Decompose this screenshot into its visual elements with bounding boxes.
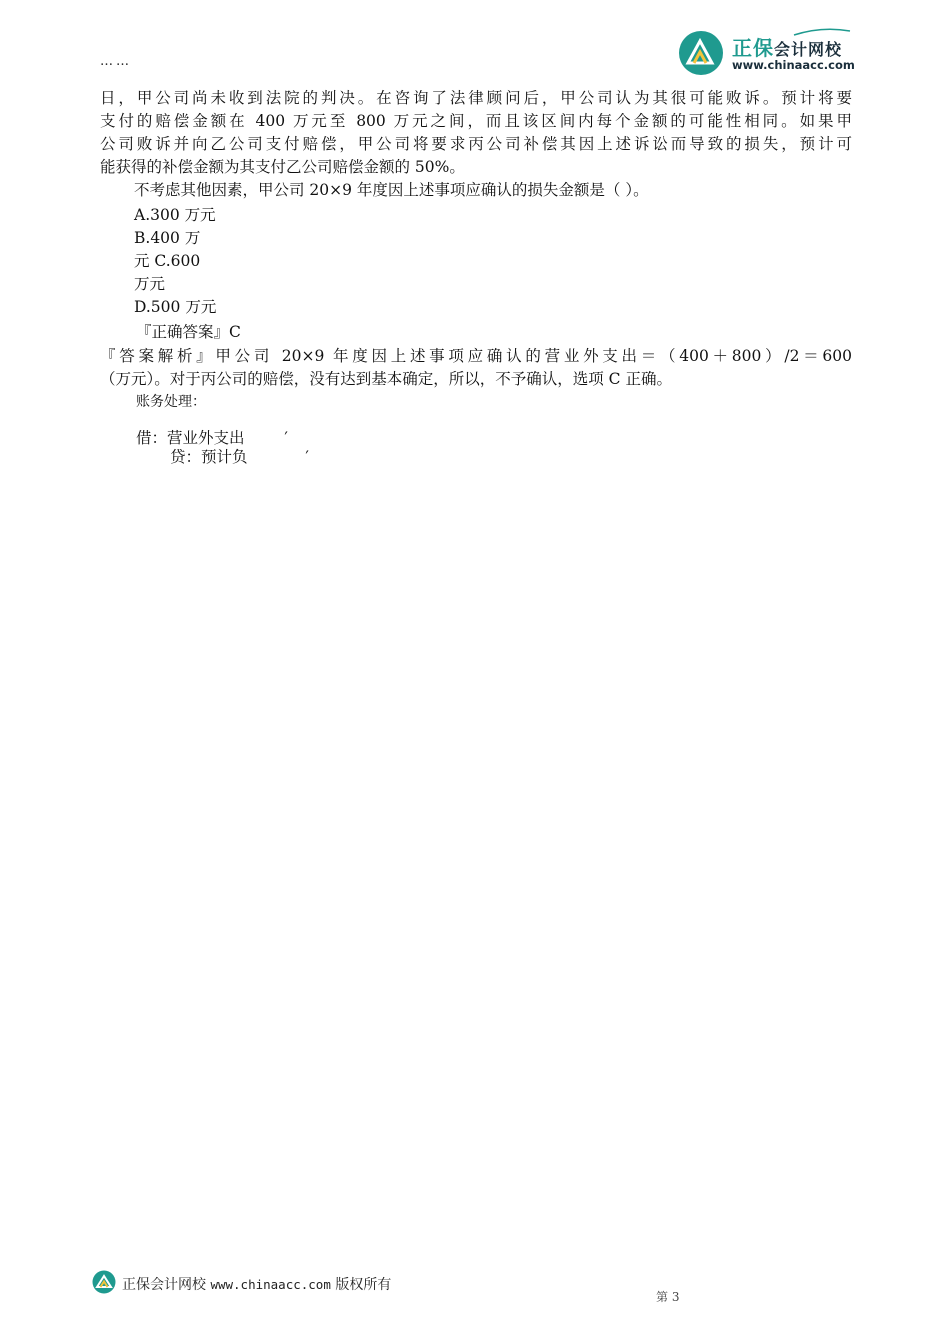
debit-amount-mark: ′ [284, 429, 288, 447]
accounting-heading: 账务处理： [136, 394, 206, 410]
credit-entry-clipped [136, 448, 396, 466]
paragraph-line: 支付的赔偿金额在 400 万元至 800 万元之间，而且该区间内每个金额的可能性相同。如果甲 [100, 112, 852, 130]
footer-url[interactable]: www.chinaacc.com [210, 1277, 331, 1292]
header-logo[interactable] [678, 28, 868, 78]
option-d: D.500 万元 [134, 298, 217, 316]
cut-off-text: …… [100, 54, 132, 69]
option-a: A.300 万元 [134, 206, 216, 224]
option-b: B.400 万 [134, 229, 201, 247]
credit-amount-mark: ′ [305, 448, 309, 466]
paragraph-line: 公司败诉并向乙公司支付赔偿，甲公司将要求丙公司补偿其因上述诉讼而导致的损失，预计可 [100, 135, 852, 153]
answer-analysis-line: （万元）。对于丙公司的赔偿，没有达到基本确定，所以，不予确认，选项 C 正确。 [100, 370, 672, 388]
logo-url: www.chinaacc.com [732, 58, 855, 72]
debit-account: 借：营业外支出 [136, 429, 245, 447]
paragraph-line: 日，甲公司尚未收到法院的判决。在咨询了法律顾问后，甲公司认为其很可能败诉。预计将要 [100, 89, 852, 107]
credit-account: 贷：预计负 [170, 448, 248, 466]
paragraph-line: 能获得的补偿金额为其支付乙公司赔偿金额的 50%。 [100, 158, 465, 176]
footer-rights: 版权所有 [335, 1277, 392, 1293]
logo-title [732, 32, 842, 61]
page-footer [92, 1270, 512, 1296]
correct-answer: 『正确答案』C [136, 323, 241, 341]
logo-title-sub: 会计网校 [774, 40, 843, 59]
option-c-unit: 万元 [134, 275, 166, 293]
question-stem: 不考虑其他因素，甲公司 20×9 年度因上述事项应确认的损失金额是（ ）。 [134, 181, 649, 199]
footer-brand: 正保会计网校 [122, 1277, 206, 1293]
page-number: 第 3 [656, 1290, 680, 1304]
logo-title-main: 正保 [732, 36, 774, 60]
answer-analysis-line: 『答案解析』甲公司 20×9 年度因上述事项应确认的营业外支出＝（400＋800）/2＝600 [100, 347, 852, 365]
option-c: 元 C.600 [134, 252, 201, 270]
footer-text [122, 1274, 391, 1294]
logo-icon [678, 30, 724, 76]
footer-logo-icon [92, 1270, 116, 1294]
